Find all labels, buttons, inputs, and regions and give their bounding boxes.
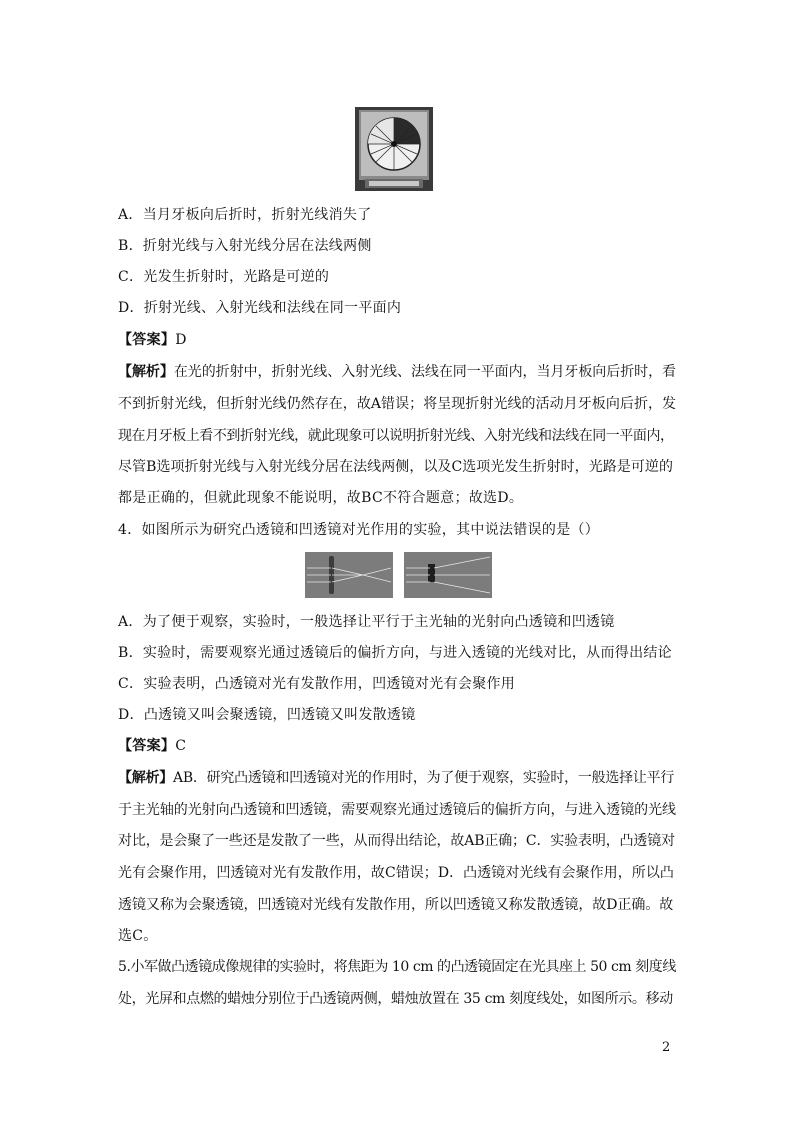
q4-option-c: C．实验表明，凸透镜对光有发散作用，凹透镜对光有会聚作用	[118, 676, 516, 692]
q3-option-b: B．折射光线与入射光线分居在法线两侧	[118, 238, 372, 254]
q4-answer-label: 【答案】	[118, 738, 176, 754]
q4-analysis-line-4: 光有会聚作用，凹透镜对光有发散作用，故C错误；D．凸透镜对光线有会聚作用，所以凸	[118, 865, 674, 881]
q4-option-a: A．为了便于观察，实验时，一般选择让平行于主光轴的光射向凸透镜和凹透镜	[118, 614, 615, 630]
q5-line-2: 处，光屏和点燃的蜡烛分别位于凸透镜两侧，蜡烛放置在 35 cm 刻度线处，如图所示。移动	[118, 991, 673, 1007]
q3-answer-value: D	[175, 332, 187, 348]
concave-lens-figure	[404, 552, 492, 598]
q3-answer	[118, 330, 187, 350]
q3-answer-label: 【答案】	[118, 332, 176, 348]
q4-answer-value: C	[175, 738, 187, 754]
q3-option-c: C．光发生折射时，光路是可逆的	[118, 269, 330, 285]
q4-stem: 4．如图所示为研究凸透镜和凹透镜对光作用的实验，其中说法错误的是（）	[118, 522, 600, 538]
q4-analysis-label: 【解析】	[118, 770, 173, 786]
convex-lens-figure	[305, 552, 393, 598]
q3-option-a: A．当月牙板向后折时，折射光线消失了	[118, 207, 372, 223]
q4-analysis-line-1: 【解析】AB．研究凸透镜和凹透镜对光的作用时，为了便于观察，实验时，一般选择让平行	[118, 770, 675, 786]
refraction-apparatus-figure	[355, 107, 433, 191]
q4-answer	[118, 736, 186, 756]
page-number: 2	[662, 1040, 671, 1055]
q4-analysis-line-5: 透镜又称为会聚透镜，凹透镜对光线有发散作用，所以凹透镜又称发散透镜，故D正确。故	[118, 897, 674, 913]
q3-analysis-line-2: 不到折射光线，但折射光线仍然存在，故A错误；将呈现折射光线的活动月牙板向后折，发	[118, 396, 677, 412]
q4-option-d: D．凸透镜又叫会聚透镜，凹透镜又叫发散透镜	[118, 707, 416, 723]
q3-option-d: D．折射光线、入射光线和法线在同一平面内	[118, 300, 402, 316]
q5-line-1: 5.小军做凸透镜成像规律的实验时，将焦距为 10 cm 的凸透镜固定在光具座上 50 cm 刻度线	[118, 959, 676, 975]
q3-analysis-line-3: 现在月牙板上看不到折射光线，就此现象可以说明折射光线、入射光线和法线在同一平面内，	[118, 428, 674, 444]
q4-analysis-line-6: 选C。	[118, 928, 158, 944]
q3-analysis-line-4: 尽管B选项折射光线与入射光线分居在法线两侧，以及C选项光发生折射时，光路是可逆的	[118, 459, 673, 475]
q4-analysis-line-3: 对比，是会聚了一些还是发散了一些，从而得出结论，故AB正确；C．实验表明，凸透镜对	[118, 833, 675, 849]
q4-option-b: B．实验时，需要观察光通过透镜后的偏折方向，与进入透镜的光线对比，从而得出结论	[118, 645, 672, 661]
q3-analysis-line-1: 【解析】在光的折射中，折射光线、入射光线、法线在同一平面内，当月牙板向后折时，看	[118, 364, 677, 380]
q3-analysis-label: 【解析】	[118, 364, 174, 380]
q3-analysis-line-5: 都是正确的，但就此现象不能说明，故BC不符合题意；故选D。	[118, 490, 524, 506]
q4-analysis-line-2: 于主光轴的光射向凸透镜和凹透镜，需要观察光通过透镜后的偏折方向，与进入透镜的光线	[118, 802, 676, 818]
